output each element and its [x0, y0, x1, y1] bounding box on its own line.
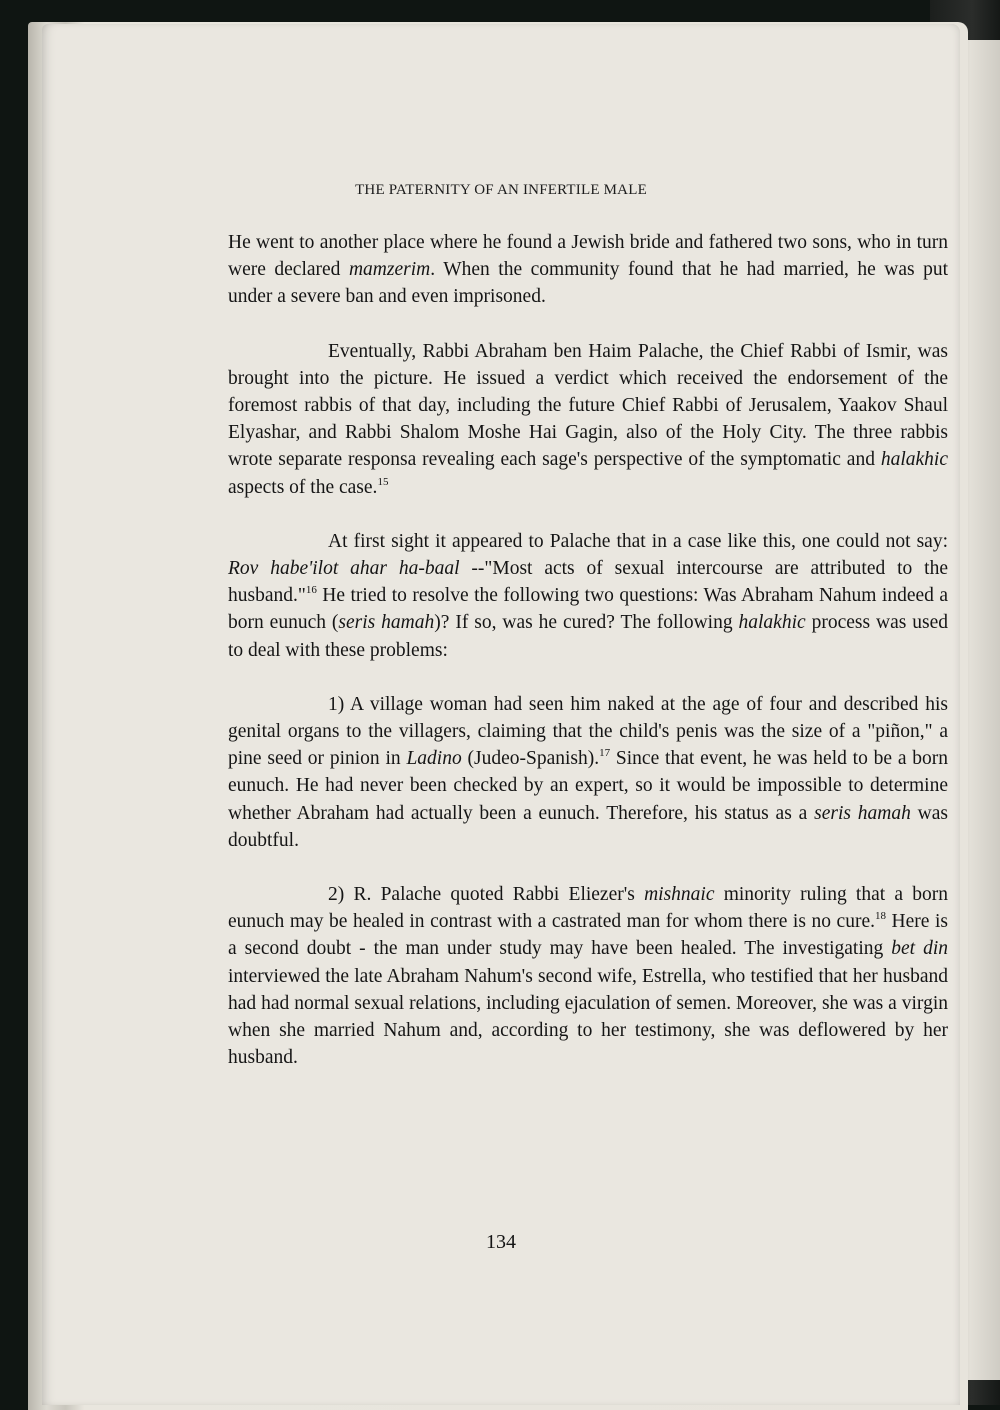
text-run: 1) A village woman had seen him naked at the age of four and described his genital organs to the villagers, claiming that the child's penis was the size of a "piñon," a pine seed or pinion in: [228, 693, 948, 770]
italic-term: seris hamah: [338, 612, 435, 634]
italic-term: mamzerim: [348, 259, 431, 281]
text-run: aspects of the case.: [228, 476, 378, 498]
text-run: Here is a second doubt - the man under study may have been healed. The investigating: [228, 911, 948, 960]
text-run: was doubtful.: [228, 802, 949, 851]
text-run: At first sight it appeared to Palache that in a case like this, one could not say:: [328, 530, 948, 552]
text-run: (Judeo-Spanish).: [461, 748, 600, 770]
paragraph-2: [228, 338, 948, 501]
text-run: process was used to deal with these problems:: [228, 612, 948, 661]
book-page: [42, 24, 960, 1405]
page-number: 134: [486, 1231, 516, 1253]
footnote-ref: 15: [377, 475, 389, 488]
italic-term: halakhic: [738, 612, 806, 634]
text-run: minority ruling that a born eunuch may be healed in contrast with a castrated man for whom there is no cure.: [228, 884, 949, 933]
italic-term: bet din: [891, 938, 948, 960]
footnote-ref: 18: [874, 910, 886, 923]
italic-term: seris hamah: [814, 802, 911, 824]
italic-term: Rov habe'ilot ahar ha-baal: [228, 558, 460, 580]
text-run: He went to another place where he found a Jewish bride and fathered two sons, who in turn were declared: [228, 232, 948, 281]
body-text: [228, 229, 948, 1071]
paragraph-5: [228, 881, 948, 1071]
text-run: 2) R. Palache quoted Rabbi Eliezer's: [328, 884, 645, 906]
text-run: --"Most acts of sexual intercourse are attributed to the husband.": [228, 558, 948, 607]
text-run: Eventually, Rabbi Abraham ben Haim Palache, the Chief Rabbi of Ismir, was brought into the picture. He issued a verdict which received the endorsement of the foremost rabbis of that day, including the future Chief Rabbi of Jerusalem, Yaakov Shaul Elyashar, and Rabbi Shalom Moshe Hai Gagin, also of the Holy City. The three rabbis wrote separate responsa revealing each sage's perspective of the symptomatic and: [228, 340, 948, 471]
text-run: . When the community found that he had married, he was put under a severe ban and even imprisoned.: [228, 259, 949, 308]
footnote-ref: 17: [599, 747, 611, 760]
paragraph-4: [228, 691, 948, 854]
paragraph-1: [228, 229, 948, 311]
running-head: THE PATERNITY OF AN INFERTILE MALE: [355, 182, 647, 198]
footnote-ref: 16: [305, 584, 317, 597]
text-run: He tried to resolve the following two questions: Was Abraham Nahum indeed a born eunuch (: [228, 585, 948, 634]
text-run: Since that event, he was held to be a born eunuch. He had never been checked by an expert, so it would be impossible to determine whether Abraham had actually been a eunuch. Therefore, his status as a: [228, 748, 949, 824]
italic-term: mishnaic: [644, 884, 715, 906]
italic-term: Ladino: [406, 748, 462, 770]
text-run: )? If so, was he cured? The following: [434, 612, 739, 634]
paragraph-3: [228, 528, 948, 664]
text-run: interviewed the late Abraham Nahum's second wife, Estrella, who testified that her husband had had normal sexual relations, including ejaculation of semen. Moreover, she was a virgin when she married Nahum and, according to her testimony, she was deflowered by her husband.: [228, 965, 948, 1069]
italic-term: halakhic: [880, 449, 948, 471]
